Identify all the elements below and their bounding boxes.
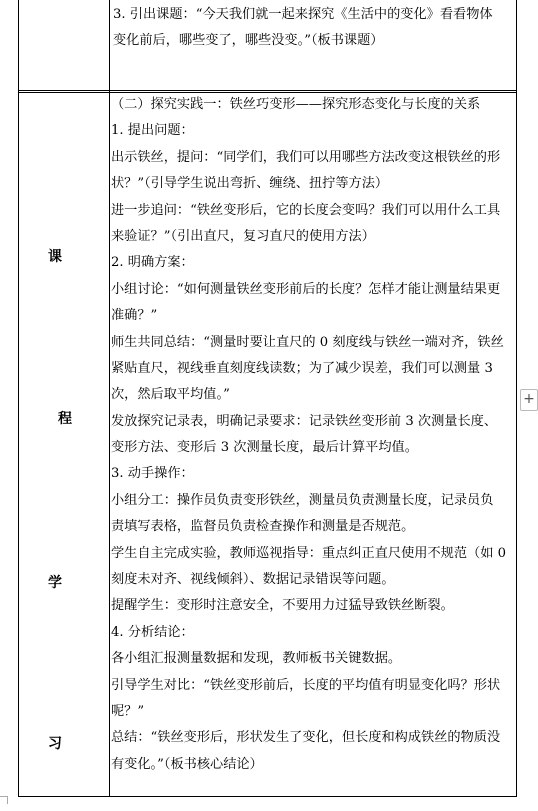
paragraph-line: 提醒学生：变形时注意安全，不要用力过猛导致铁丝断裂。 xyxy=(111,598,454,614)
paragraph-line: 小组分工：操作员负责变形铁丝，测量员负责测量长度，记录员负 xyxy=(111,492,494,508)
table-right-border xyxy=(516,0,517,796)
paragraph-line: 刻度未对齐、视线倾斜）、数据记录错误等问题。 xyxy=(111,572,395,588)
table-bottom-border xyxy=(18,796,517,797)
paragraph-line: 引导学生对比：“铁丝变形前后，长度的平均值有明显变化吗？形状 xyxy=(111,677,501,693)
paragraph-line: 学生自主完成实验，教师巡视指导：重点纠正直尺使用不规范（如 0 xyxy=(111,545,507,561)
side-label-char: 程 xyxy=(58,411,72,427)
paragraph-line: 呢？” xyxy=(111,703,145,719)
paragraph-line: 变形方法、变形后 3 次测量长度，最后计算平均值。 xyxy=(111,440,418,456)
section-heading: （二）探究实践一：铁丝巧变形——探究形态变化与长度的关系 xyxy=(111,97,481,112)
side-label-char: 习 xyxy=(48,736,62,752)
activity-cell xyxy=(111,92,515,778)
paragraph-line: 紧贴直尺，视线垂直刻度线读数；为了减少误差，我们可以测量 3 xyxy=(111,360,493,376)
paragraph-line: 进一步追问：“铁丝变形后，它的长度会变吗？我们可以用什么工具 xyxy=(111,202,501,218)
table-left-border xyxy=(18,0,19,796)
step-heading: 4. 分析结论： xyxy=(111,624,194,640)
step-heading: 1. 提出问题： xyxy=(111,123,194,139)
paragraph-line: 准确？” xyxy=(111,308,158,324)
side-label-char: 课 xyxy=(48,249,62,265)
paragraph-line: 各小组汇报测量数据和发现，教师板书关键数据。 xyxy=(111,651,402,667)
paragraph-line: 总结：“铁丝变形后，形状发生了变化，但长度和构成铁丝的物质没 xyxy=(111,730,501,746)
paragraph-line: 来验证？”（引出直尺，复习直尺的使用方法） xyxy=(111,228,375,244)
side-label-char: 学 xyxy=(48,575,62,591)
add-row-button[interactable]: + xyxy=(520,389,538,411)
step-heading: 3. 动手操作： xyxy=(111,466,194,482)
paragraph-line: 有变化。”（板书核心结论） xyxy=(111,756,263,772)
paragraph-line: 次，然后取平均值。” xyxy=(111,387,230,403)
paragraph-line: 师生共同总结：“测量时要让直尺的 0 刻度线与铁丝一端对齐，铁丝 xyxy=(111,334,504,350)
intro-line: 变化前后，哪些变了，哪些没变。”（板书课题） xyxy=(113,33,384,48)
paragraph-line: 小组讨论：“如何测量铁丝变形前后的长度？怎样才能让测量结果更 xyxy=(111,281,501,297)
paragraph-line: 出示铁丝，提问：“同学们，我们可以用哪些方法改变这根铁丝的形 xyxy=(111,149,501,165)
paragraph-line: 状？”（引导学生说出弯折、缠绕、扭拧等方法） xyxy=(111,176,389,192)
row-divider-top xyxy=(18,90,517,91)
paragraph-line: 责填写表格，监督员负责检查操作和测量是否规范。 xyxy=(111,519,415,535)
paragraph-line: 发放探究记录表，明确记录要求：记录铁丝变形前 3 次测量长度、 xyxy=(111,413,498,429)
step-heading: 2. 明确方案： xyxy=(111,255,194,271)
table-column-divider xyxy=(109,0,110,796)
page-corner-mark xyxy=(0,796,8,804)
intro-cell xyxy=(113,2,513,54)
intro-line: 3. 引出课题：“今天我们就一起来探究《生活中的变化》看看物体 xyxy=(113,7,493,22)
